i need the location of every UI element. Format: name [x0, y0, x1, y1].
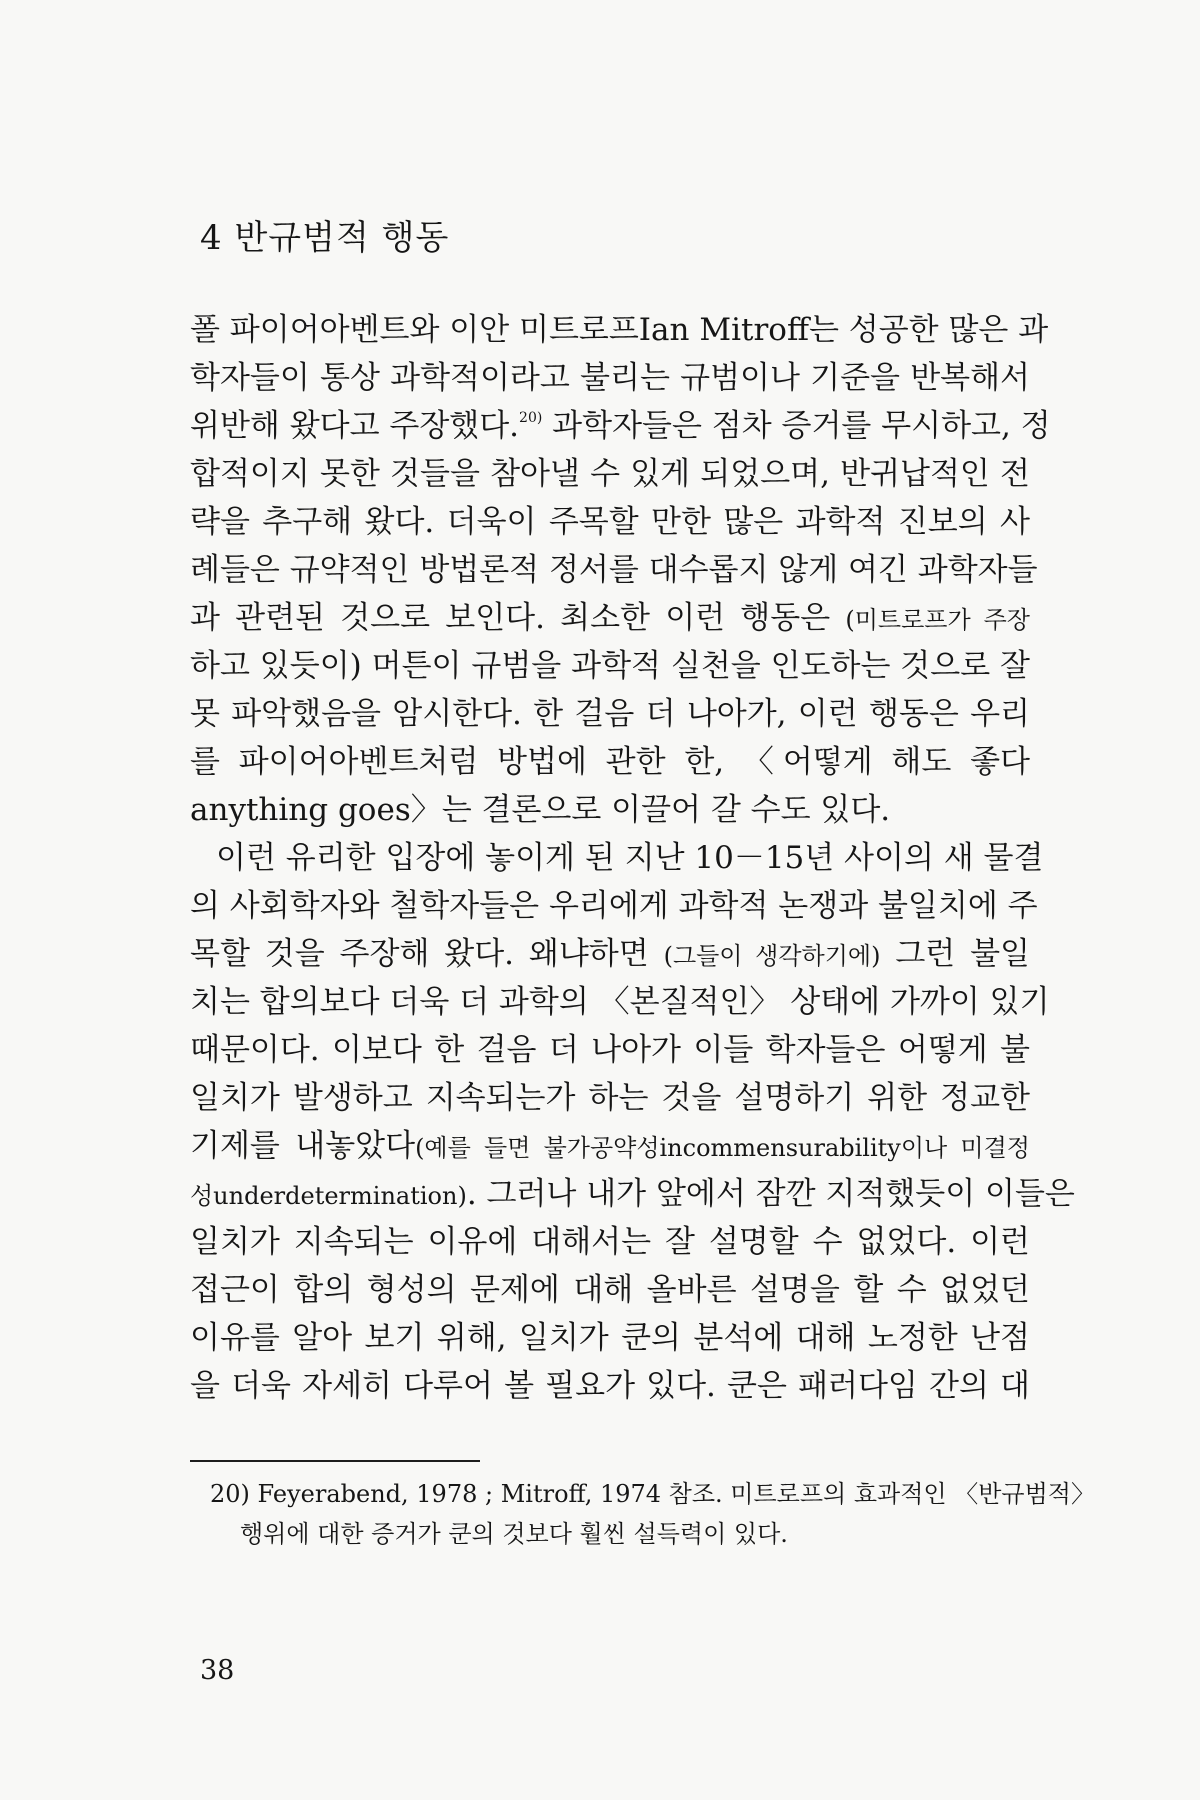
text-fragment: 과 관련된 것으로 보인다. 최소한 이런 행동은	[190, 600, 831, 636]
text-line	[190, 593, 1030, 643]
text-line: 때문이다. 이보다 한 걸음 더 나아가 이들 학자들은 어떻게 불	[190, 1032, 1030, 1068]
text-fragment: 그런 불일	[895, 936, 1030, 972]
text-line: 를 파이어아벤트처럼 방법에 관한 한, 〈어떻게 해도 좋다	[190, 744, 1030, 780]
text-line: 하고 있듯이) 머튼이 규범을 과학적 실천을 인도하는 것으로 잘	[190, 648, 1030, 684]
section-title: 4 반규범적 행동	[200, 218, 450, 258]
text-fragment: . 그러나 내가 앞에서 잠깐 지적했듯이 이들은	[466, 1176, 1075, 1212]
text-line: 폴 파이어아벤트와 이안 미트로프Ian Mitroff는 성공한 많은 과	[190, 312, 1049, 348]
page-number: 38	[200, 1655, 235, 1686]
footnote-line	[210, 1473, 1095, 1515]
text-line: 못 파악했음을 암시한다. 한 걸음 더 나아가, 이런 행동은 우리	[190, 696, 1030, 732]
text-line	[190, 401, 1051, 451]
text-line: 례들은 규약적인 방법론적 정서를 대수롭지 않게 여긴 과학자들	[190, 552, 1038, 588]
text-line: 일치가 발생하고 지속되는가 하는 것을 설명하기 위한 정교한	[190, 1080, 1030, 1116]
text-line: 치는 합의보다 더욱 더 과학의 〈본질적인〉 상태에 가까이 있기	[190, 984, 1050, 1020]
text-line	[190, 1121, 1030, 1171]
text-line: 일치가 지속되는 이유에 대해서는 잘 설명할 수 없었다. 이런	[190, 1224, 1030, 1260]
text-line: 략을 추구해 왔다. 더욱이 주목할 만한 많은 과학적 진보의 사	[190, 504, 1030, 540]
text-line	[190, 1169, 1075, 1219]
text-fragment: 기제를 내놓았다	[190, 1128, 416, 1164]
text-line: anything goes〉는 결론으로 이끌어 갈 수도 있다.	[190, 792, 891, 828]
text-fragment: 성underdetermination)	[190, 1182, 467, 1210]
text-fragment: 과학자들은 점차 증거를 무시하고, 정	[552, 408, 1051, 444]
footnote-text: Feyerabend, 1978 ; Mitroff, 1974 참조. 미트로프의 효과적인 〈반규범적〉	[257, 1480, 1095, 1508]
footnote-divider	[190, 1460, 480, 1462]
footnote-number: 20)	[210, 1480, 250, 1508]
text-line: 합적이지 못한 것들을 참아낼 수 있게 되었으며, 반귀납적인 전	[190, 456, 1030, 492]
text-fragment: 목할 것을 주장해 왔다. 왜냐하면	[190, 936, 649, 972]
text-line: 이유를 알아 보기 위해, 일치가 쿤의 분석에 대해 노정한 난점	[190, 1320, 1030, 1356]
footnote-line: 행위에 대한 증거가 쿤의 것보다 훨씬 설득력이 있다.	[240, 1520, 788, 1548]
text-fragment: 위반해 왔다고 주장했다.	[190, 408, 520, 444]
text-line	[190, 929, 1030, 979]
text-line: 이런 유리한 입장에 놓이게 된 지난 10－15년 사이의 새 물결	[216, 840, 1044, 876]
text-fragment: (예를 들면 불가공약성incommensurability이나 미결정	[415, 1134, 1030, 1162]
text-line: 접근이 합의 형성의 문제에 대해 올바른 설명을 할 수 없었던	[190, 1272, 1030, 1308]
text-line: 을 더욱 자세히 다루어 볼 필요가 있다. 쿤은 패러다임 간의 대	[190, 1368, 1030, 1404]
text-line: 학자들이 통상 과학적이라고 불리는 규범이나 기준을 반복해서	[190, 360, 1030, 396]
text-fragment: (그들이 생각하기에)	[663, 942, 881, 970]
footnote-reference: 20)	[519, 410, 543, 426]
text-fragment: (미트로프가 주장	[845, 606, 1030, 634]
text-line: 의 사회학자와 철학자들은 우리에게 과학적 논쟁과 불일치에 주	[190, 888, 1038, 924]
